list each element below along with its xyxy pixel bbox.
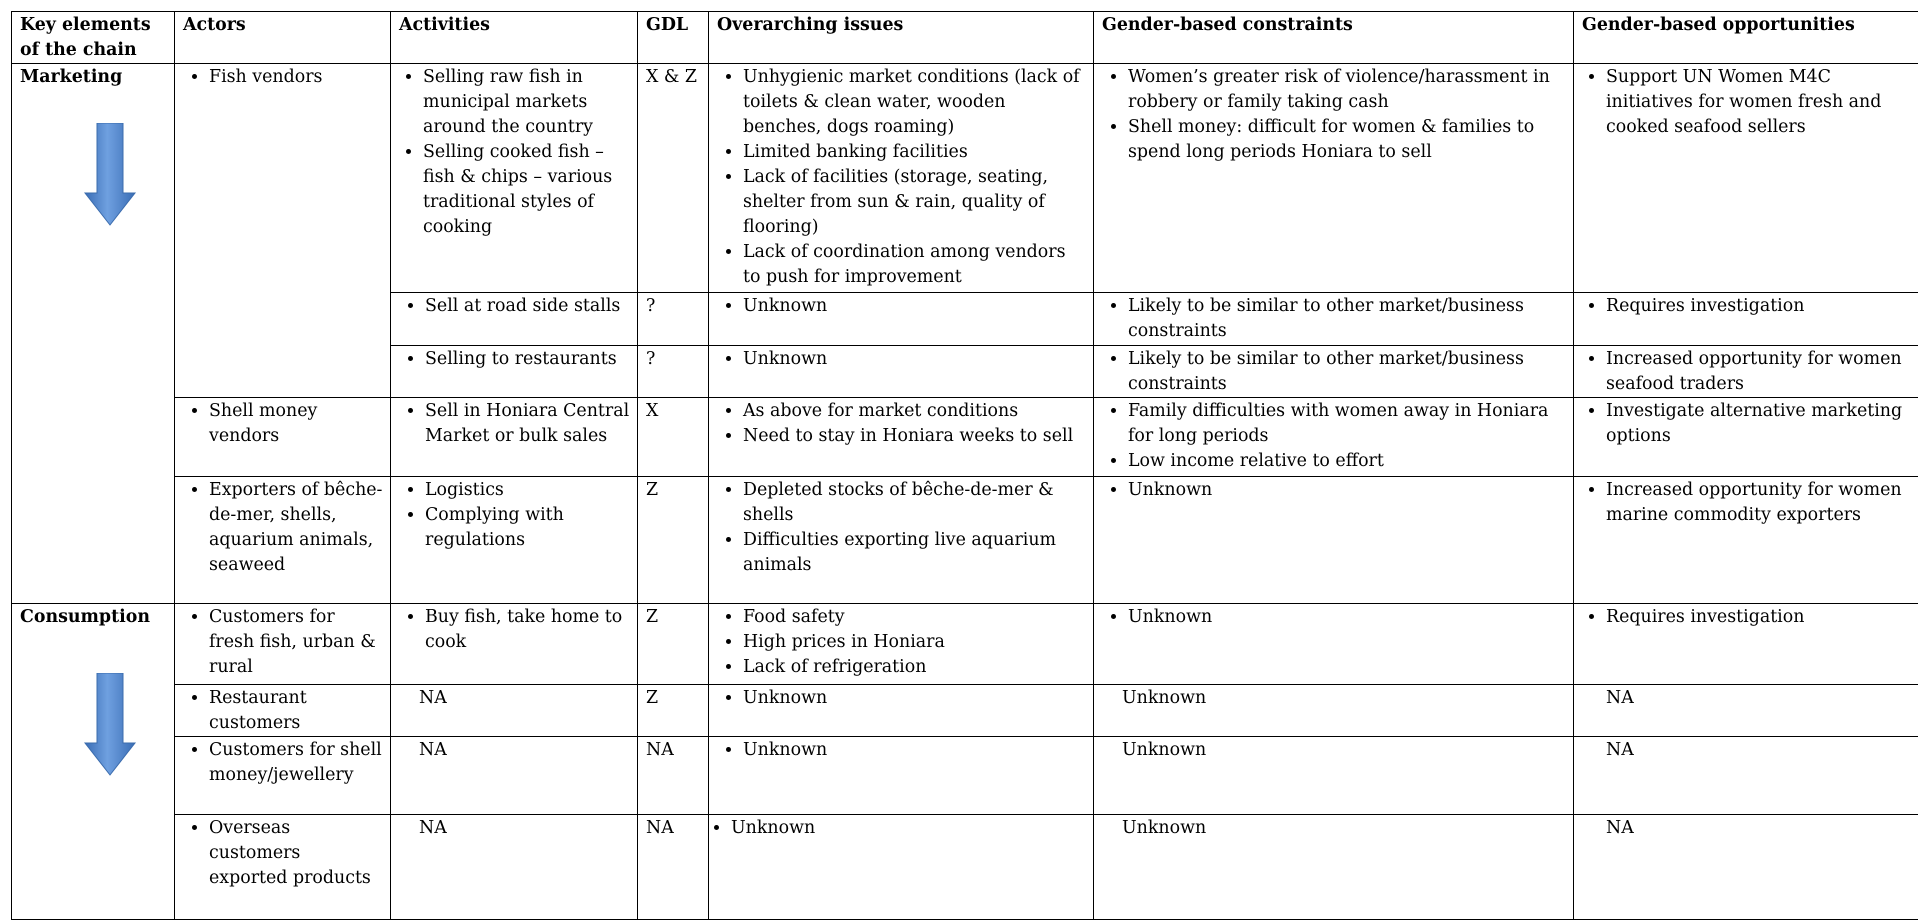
gdl-cell: X	[638, 398, 709, 477]
list-item: • Family difficulties with women away in Honiara for long periods	[1128, 399, 1567, 449]
actors-cell	[175, 815, 391, 920]
stage-consumption-cell	[12, 604, 175, 920]
list-item: • Depleted stocks of bêche-de-mer & shells	[743, 478, 1087, 528]
list-item: • Requires investigation	[1606, 605, 1912, 630]
activities-cell: NA	[391, 815, 638, 920]
value-chain-table	[11, 11, 1918, 920]
gdl-cell: Z	[638, 685, 709, 737]
opportunities-cell	[1574, 346, 1918, 398]
actors-cell	[175, 398, 391, 477]
gdl-cell: ?	[638, 346, 709, 398]
down-arrow-icon	[83, 673, 137, 777]
list-item: • Lack of refrigeration	[743, 655, 1087, 680]
list-item: • Unknown	[731, 816, 1087, 841]
list-item: • Unknown	[743, 347, 1087, 372]
gdl-cell: NA	[638, 737, 709, 815]
list-item: • Unknown	[743, 686, 1087, 711]
issues-cell	[709, 604, 1094, 685]
actors-cell	[175, 64, 391, 398]
list-item: • High prices in Honiara	[743, 630, 1087, 655]
list-item: • Difficulties exporting live aquarium animals	[743, 528, 1087, 578]
list-item: • Unknown	[743, 738, 1087, 763]
stage-marketing-cell	[12, 64, 175, 604]
stage-label: Consumption	[20, 607, 150, 627]
table-row	[12, 398, 1918, 477]
opportunities-cell: NA	[1574, 815, 1918, 920]
activities-cell	[391, 398, 638, 477]
list-item: • Sell in Honiara Central Market or bulk sales	[425, 399, 631, 449]
activities-cell	[391, 346, 638, 398]
list-item: • Requires investigation	[1606, 294, 1912, 319]
list-item: • Low income relative to effort	[1128, 449, 1567, 474]
issues-cell	[709, 398, 1094, 477]
issues-cell	[709, 346, 1094, 398]
table-row	[12, 737, 1918, 815]
list-item: • Food safety	[743, 605, 1087, 630]
list-item: • As above for market conditions	[743, 399, 1087, 424]
activities-cell: NA	[391, 737, 638, 815]
constraints-cell: Unknown	[1094, 737, 1574, 815]
actors-cell	[175, 604, 391, 685]
list-item: • Unknown	[1128, 478, 1567, 503]
opportunities-cell: NA	[1574, 685, 1918, 737]
issues-cell	[709, 737, 1094, 815]
constraints-cell: Unknown	[1094, 685, 1574, 737]
list-item: • Likely to be similar to other market/business constraints	[1128, 347, 1567, 397]
opportunities-cell	[1574, 604, 1918, 685]
list-item: • Lack of coordination among vendors to push for improvement	[743, 240, 1087, 290]
gdl-cell: X & Z	[638, 64, 709, 293]
down-arrow-icon	[83, 123, 137, 227]
list-item: • Investigate alternative marketing options	[1606, 399, 1912, 449]
list-item: • Support UN Women M4C initiatives for women fresh and cooked seafood sellers	[1606, 65, 1912, 140]
table-row	[12, 477, 1918, 604]
constraints-cell	[1094, 477, 1574, 604]
list-item: • Logistics	[425, 478, 631, 503]
list-item: • Unknown	[743, 294, 1087, 319]
table-row	[12, 815, 1918, 920]
header-key-elements: Key elements of the chain	[12, 12, 175, 64]
list-item: • Fish vendors	[209, 65, 384, 90]
list-item: • Overseas customers exported products	[209, 816, 384, 891]
constraints-cell	[1094, 398, 1574, 477]
gdl-cell: ?	[638, 293, 709, 346]
table-row	[12, 604, 1918, 685]
constraints-cell: Unknown	[1094, 815, 1574, 920]
actors-cell	[175, 685, 391, 737]
issues-cell	[709, 293, 1094, 346]
constraints-cell	[1094, 346, 1574, 398]
header-constraints: Gender-based constraints	[1094, 12, 1574, 64]
list-item: • Customers for fresh fish, urban & rural	[209, 605, 384, 680]
list-item: • Unknown	[1128, 605, 1567, 630]
opportunities-cell	[1574, 293, 1918, 346]
stage-label: Marketing	[20, 67, 122, 87]
list-item: • Restaurant customers	[209, 686, 384, 736]
list-item: • Limited banking facilities	[743, 140, 1087, 165]
gdl-cell: Z	[638, 477, 709, 604]
list-item: • Need to stay in Honiara weeks to sell	[743, 424, 1087, 449]
header-row	[12, 12, 1918, 64]
constraints-cell	[1094, 293, 1574, 346]
issues-cell	[709, 64, 1094, 293]
list-item: • Complying with regulations	[425, 503, 631, 553]
table-row	[12, 64, 1918, 293]
activities-cell	[391, 477, 638, 604]
header-actors: Actors	[175, 12, 391, 64]
list-item: • Increased opportunity for women seafood traders	[1606, 347, 1912, 397]
header-activities: Activities	[391, 12, 638, 64]
list-item: • Shell money vendors	[209, 399, 384, 449]
issues-cell	[709, 477, 1094, 604]
list-item: • Buy fish, take home to cook	[425, 605, 631, 655]
opportunities-cell	[1574, 477, 1918, 604]
list-item: • Unhygienic market conditions (lack of toilets & clean water, wooden benches, dogs roaming)	[743, 65, 1087, 140]
list-item: • Selling raw fish in municipal markets around the country	[423, 65, 631, 140]
list-item: • Increased opportunity for women marine commodity exporters	[1606, 478, 1912, 528]
issues-cell	[709, 685, 1094, 737]
actors-cell	[175, 737, 391, 815]
list-item: • Women’s greater risk of violence/harassment in robbery or family taking cash	[1128, 65, 1567, 115]
activities-cell: NA	[391, 685, 638, 737]
constraints-cell	[1094, 64, 1574, 293]
list-item: • Selling to restaurants	[425, 347, 631, 372]
list-item: • Exporters of bêche-de-mer, shells, aquarium animals, seaweed	[209, 478, 384, 578]
list-item: • Likely to be similar to other market/business constraints	[1128, 294, 1567, 344]
header-opportunities: Gender-based opportunities	[1574, 12, 1918, 64]
gdl-cell: NA	[638, 815, 709, 920]
list-item: • Shell money: difficult for women & families to spend long periods Honiara to sell	[1128, 115, 1567, 165]
activities-cell	[391, 604, 638, 685]
actors-cell	[175, 477, 391, 604]
header-issues: Overarching issues	[709, 12, 1094, 64]
opportunities-cell: NA	[1574, 737, 1918, 815]
list-item: • Selling cooked fish – fish & chips – various traditional styles of cooking	[423, 140, 631, 240]
list-item: • Customers for shell money/jewellery	[209, 738, 384, 788]
header-gdl: GDL	[638, 12, 709, 64]
table-row	[12, 685, 1918, 737]
list-item: • Sell at road side stalls	[425, 294, 631, 319]
activities-cell	[391, 64, 638, 293]
constraints-cell	[1094, 604, 1574, 685]
gdl-cell: Z	[638, 604, 709, 685]
activities-cell	[391, 293, 638, 346]
issues-cell	[709, 815, 1094, 920]
opportunities-cell	[1574, 64, 1918, 293]
list-item: • Lack of facilities (storage, seating, shelter from sun & rain, quality of flooring)	[743, 165, 1087, 240]
opportunities-cell	[1574, 398, 1918, 477]
